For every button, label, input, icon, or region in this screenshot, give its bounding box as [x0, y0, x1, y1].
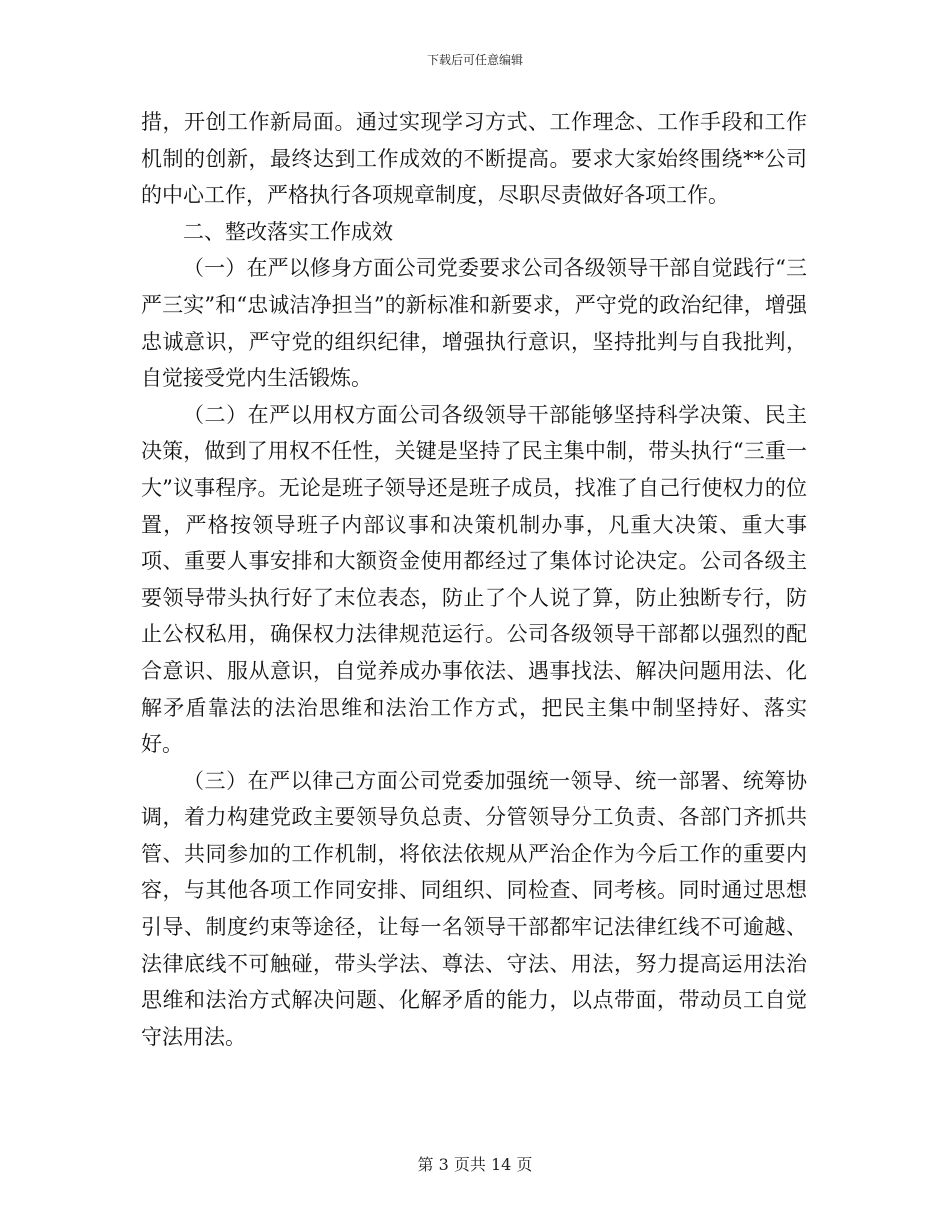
- page-number: 第 3 页共 14 页: [417, 1155, 533, 1174]
- page-header: 下载后可任意编辑: [426, 53, 523, 67]
- document-body: [141, 104, 807, 1055]
- paragraph-self-cultivation: （一）在严以修身方面公司党委要求公司各级领导干部自觉践行“三严三实”和“忠诚洁净担当”的新标准和新要求，严守党的政治纪律，增强忠诚意识，严守党的组织纪律，增强执行意识，坚持批判与自我批判，自觉接受党内生活锻炼。: [141, 256, 807, 391]
- section-heading: 二、整改落实工作成效: [183, 219, 393, 244]
- paragraph-self-discipline: （三）在严以律己方面公司党委加强统一领导、统一部署、统筹协调，着力构建党政主要领导负总责、分管领导分工负责、各部门齐抓共管、共同参加的工作机制，将依法依规从严治企作为今后工作的重要内容，与其他各项工作同安排、同组织、同检查、同考核。同时通过思想引导、制度约束等途径，让每一名领导干部都牢记法律红线不可逾越、法律底线不可触碰，带头学法、尊法、守法、用法，努力提高运用法治思维和法治方式解决问题、化解矛盾的能力，以点带面，带动员工自觉守法用法。: [141, 768, 807, 1049]
- paragraph-continuation: 措，开创工作新局面。通过实现学习方式、工作理念、工作手段和工作机制的创新，最终达到工作成效的不断提高。要求大家始终围绕**公司的中心工作，严格执行各项规章制度，尽职尽责做好各项工作。: [141, 110, 807, 208]
- paragraph-power-use: （二）在严以用权方面公司各级领导干部能够坚持科学决策、民主决策，做到了用权不任性，关键是坚持了民主集中制，带头执行“三重一大”议事程序。无论是班子领导还是班子成员，找准了自己行使权力的位置，严格按领导班子内部议事和决策机制办事，凡重大决策、重大事项、重要人事安排和大额资金使用都经过了集体讨论决定。公司各级主要领导带头执行好了末位表态，防止了个人说了算，防止独断专行，防止公权私用，确保权力法律规范运行。公司各级领导干部都以强烈的配合意识、服从意识，自觉养成办事依法、遇事找法、解决问题用法、化解矛盾靠法的法治思维和法治工作方式，把民主集中制坚持好、落实好。: [141, 402, 807, 757]
